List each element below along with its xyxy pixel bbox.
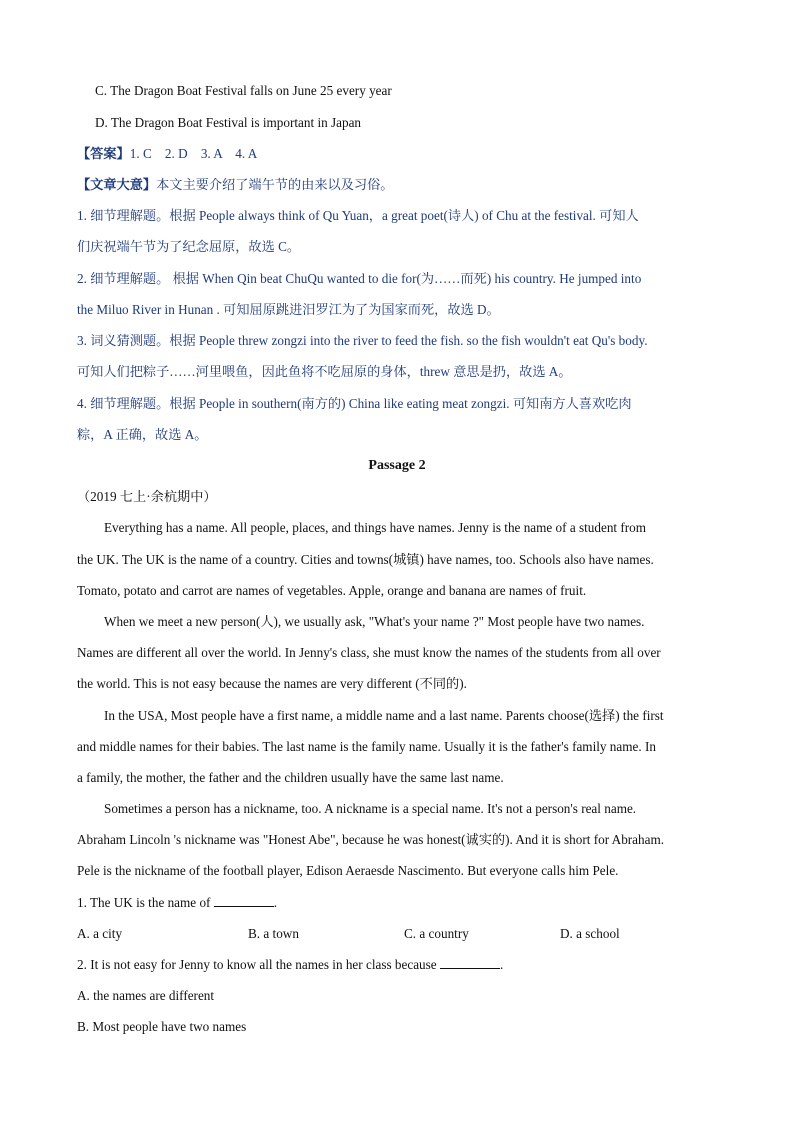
explanation-line: 4. 细节理解题。根据 People in southern(南方的) China like eating meat zongzi. 可知南方人喜欢吃肉	[77, 396, 632, 411]
question-2: 2. It is not easy for Jenny to know all the names in her class because .	[77, 957, 504, 972]
passage-title: Passage 2	[368, 458, 426, 473]
explanation-line: 2. 细节理解题。 根据 When Qin beat ChuQu wanted to die for(为……而死) his country. He jumped into	[77, 271, 642, 286]
question-1-option-c: C. a country	[404, 926, 469, 941]
answer-text: 1. C 2. D 3. A 4. A	[129, 146, 258, 161]
passage-line: Sometimes a person has a nickname, too. A nickname is a special name. It's not a person's real name.	[104, 801, 637, 816]
passage-line: a family, the mother, the father and the children usually have the same last name.	[77, 770, 504, 785]
explanation-line: 3. 词义猜测题。根据 People threw zongzi into the river to feed the fish. so the fish wouldn't eat Qu's body.	[77, 333, 648, 348]
passage-line: Pele is the nickname of the football player, Edison Aeraesde Nascimento. But everyone calls him Pele.	[77, 863, 619, 878]
summary-line	[77, 176, 394, 194]
passage-line: Tomato, potato and carrot are names of vegetables. Apple, orange and banana are names of fruit.	[77, 583, 587, 598]
passage-line: and middle names for their babies. The last name is the family name. Usually it is the father's family name. In	[77, 739, 656, 754]
question-stem: 2. It is not easy for Jenny to know all the names in her class because	[77, 957, 437, 972]
question-1: 1. The UK is the name of .	[77, 895, 278, 910]
answer-tag: 【答案】	[77, 146, 130, 161]
explanation-line: 可知人们把粽子……河里喂鱼，因此鱼将不吃屈原的身体，threw 意思是扔，故选 A。	[77, 364, 572, 379]
passage-line: When we meet a new person(人), we usually ask, "What's your name ?" Most people have two names.	[104, 614, 645, 629]
question-1-option-a: A. a city	[77, 926, 123, 941]
passage-line: the world. This is not easy because the names are very different (不同的).	[77, 676, 467, 691]
answer-blank	[214, 894, 274, 907]
summary-tag: 【文章大意】	[77, 177, 157, 192]
question-2-option-b: B. Most people have two names	[77, 1019, 247, 1034]
answer-blank	[440, 956, 500, 969]
passage-line: Names are different all over the world. In Jenny's class, she must know the names of the students from all over	[77, 645, 661, 660]
summary-text: 本文主要介绍了端午节的由来以及习俗。	[156, 177, 394, 192]
explanation-line: 粽，A 正确，故选 A。	[77, 427, 208, 442]
option-d-prev: D. The Dragon Boat Festival is important in Japan	[95, 115, 362, 130]
question-stem: 1. The UK is the name of	[77, 895, 211, 910]
explanation-line: 1. 细节理解题。根据 People always think of Qu Yuan，a great poet(诗人) of Chu at the festival. 可知人	[77, 208, 639, 223]
passage-source: （2019 七上·余杭期中）	[77, 489, 217, 504]
passage-line: Abraham Lincoln 's nickname was "Honest Abe", because he was honest(诚实的). And it is short for Abraham.	[77, 832, 665, 847]
answer-line	[77, 145, 257, 163]
passage-line: In the USA, Most people have a first name, a middle name and a last name. Parents choose(选择) the first	[104, 708, 664, 723]
explanation-line: 们庆祝端午节为了纪念屈原，故选 C。	[77, 239, 301, 254]
question-1-option-d: D. a school	[560, 926, 620, 941]
question-1-option-b: B. a town	[248, 926, 299, 941]
explanation-line: the Miluo River in Hunan . 可知屈原跳进汨罗江为了为国家而死，故选 D。	[77, 302, 500, 317]
option-c-prev: C. The Dragon Boat Festival falls on June 25 every year	[95, 83, 392, 98]
passage-line: the UK. The UK is the name of a country. Cities and towns(城镇) have names, too. Schools also have names.	[77, 552, 654, 567]
question-2-option-a: A. the names are different	[77, 988, 215, 1003]
passage-line: Everything has a name. All people, places, and things have names. Jenny is the name of a student from	[104, 520, 647, 535]
